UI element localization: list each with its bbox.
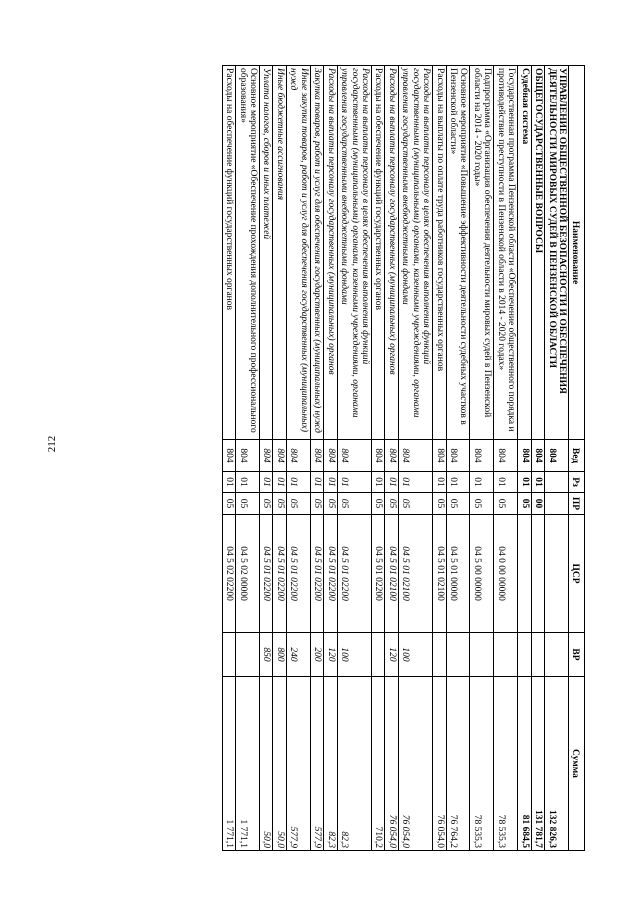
cell-rz: 01 xyxy=(518,472,531,493)
cell-rz: 01 xyxy=(433,472,446,493)
cell-ved: 804 xyxy=(385,440,398,472)
cell-sum: 76 054,0 xyxy=(385,677,398,851)
cell-name: Основное мероприятие «Обеспечение прохождения дополнительного профессионального образования» xyxy=(236,66,260,440)
cell-vr: 120 xyxy=(324,633,337,677)
cell-ved: 804 xyxy=(446,440,470,472)
header-ved: Вед xyxy=(569,440,585,472)
cell-vr xyxy=(494,633,518,677)
cell-sum: 78 535,3 xyxy=(494,677,518,851)
cell-sum: 76 764,2 xyxy=(446,677,470,851)
cell-vr xyxy=(236,633,260,677)
cell-ved: 804 xyxy=(398,440,432,472)
cell-sum: 1 771,1 xyxy=(236,677,260,851)
table-header-row xyxy=(569,66,585,851)
cell-rz: 01 xyxy=(372,472,385,493)
budget-table xyxy=(222,65,585,851)
cell-csr: 04 5 01 02200 xyxy=(337,515,371,633)
cell-sum: 82,3 xyxy=(324,677,337,851)
cell-pr: 05 xyxy=(286,493,310,515)
header-rz: Рз xyxy=(569,472,585,493)
cell-vr xyxy=(531,633,544,677)
cell-vr: 800 xyxy=(273,633,286,677)
cell-sum: 577,9 xyxy=(310,677,323,851)
cell-pr: 05 xyxy=(310,493,323,515)
cell-rz: 01 xyxy=(222,472,235,493)
cell-rz: 01 xyxy=(273,472,286,493)
cell-vr xyxy=(446,633,470,677)
cell-vr xyxy=(518,633,531,677)
cell-csr: 04 0 00 00000 xyxy=(494,515,518,633)
cell-rz: 01 xyxy=(286,472,310,493)
cell-csr: 04 5 01 02200 xyxy=(260,515,273,633)
cell-pr xyxy=(545,493,569,515)
cell-ved: 804 xyxy=(531,440,544,472)
cell-pr: 05 xyxy=(470,493,494,515)
cell-vr: 100 xyxy=(337,633,371,677)
cell-sum: 76 054,0 xyxy=(398,677,432,851)
cell-pr: 05 xyxy=(260,493,273,515)
cell-pr: 05 xyxy=(398,493,432,515)
cell-name: Основное мероприятие «Повышение эффективности деятельности судебных участков в Пензенской области» xyxy=(446,66,470,440)
cell-ved: 804 xyxy=(337,440,371,472)
cell-rz xyxy=(545,472,569,493)
cell-sum: 76 054,0 xyxy=(433,677,446,851)
header-vr: ВР xyxy=(569,633,585,677)
cell-ved: 804 xyxy=(470,440,494,472)
cell-sum: 132 826,3 xyxy=(545,677,569,851)
table-row xyxy=(494,66,518,851)
table-row xyxy=(518,66,531,851)
table-row xyxy=(470,66,494,851)
table-row xyxy=(433,66,446,851)
cell-sum: 577,9 xyxy=(286,677,310,851)
cell-pr: 05 xyxy=(273,493,286,515)
cell-pr: 05 xyxy=(494,493,518,515)
cell-rz: 01 xyxy=(531,472,544,493)
cell-csr xyxy=(531,515,544,633)
cell-vr: 200 xyxy=(310,633,323,677)
cell-vr: 100 xyxy=(398,633,432,677)
cell-rz: 01 xyxy=(446,472,470,493)
cell-csr: 04 5 01 02200 xyxy=(372,515,385,633)
cell-rz: 01 xyxy=(385,472,398,493)
cell-name: Расходы на выплаты персоналу в целях обеспечения выполнения функций государственными (муниципальными) органами, казенными учреждениями, органами управления государственными внебюджетными фондами xyxy=(337,66,371,440)
cell-name: Расходы на выплаты персоналу государственных (муниципальных) органов xyxy=(324,66,337,440)
table-row xyxy=(398,66,432,851)
table-row xyxy=(222,66,235,851)
cell-csr: 04 5 01 02200 xyxy=(324,515,337,633)
cell-pr: 05 xyxy=(236,493,260,515)
table-row xyxy=(337,66,371,851)
cell-ved: 804 xyxy=(260,440,273,472)
header-csr: ЦСР xyxy=(569,515,585,633)
cell-name: Государственная программа Пензенской области «Обеспечение общественного порядка и противодействие преступности в Пензенской области в 2014 - 2020 годах» xyxy=(494,66,518,440)
cell-vr xyxy=(470,633,494,677)
cell-name: Расходы на обеспечение функций государственных органов xyxy=(222,66,235,440)
cell-csr: 04 5 01 00000 xyxy=(446,515,470,633)
cell-pr: 05 xyxy=(518,493,531,515)
cell-sum: 1 771,1 xyxy=(222,677,235,851)
header-name: Наименование xyxy=(569,66,585,440)
cell-csr: 04 5 02 00000 xyxy=(236,515,260,633)
table-row xyxy=(273,66,286,851)
cell-ved: 804 xyxy=(494,440,518,472)
table-row xyxy=(286,66,310,851)
cell-pr: 05 xyxy=(324,493,337,515)
cell-vr xyxy=(545,633,569,677)
cell-rz: 01 xyxy=(260,472,273,493)
table-row xyxy=(236,66,260,851)
rotated-page-content xyxy=(88,65,585,850)
cell-name: Закупка товаров, работ и услуг для обеспечения государственных (муниципальных) нужд xyxy=(310,66,323,440)
cell-pr: 05 xyxy=(385,493,398,515)
table-row xyxy=(310,66,323,851)
cell-vr xyxy=(222,633,235,677)
cell-rz: 01 xyxy=(310,472,323,493)
table-row xyxy=(446,66,470,851)
cell-ved: 804 xyxy=(518,440,531,472)
cell-name: Уплата налогов, сборов и иных платежей xyxy=(260,66,273,440)
table-row xyxy=(545,66,569,851)
cell-sum: 710,2 xyxy=(372,677,385,851)
cell-name: ОБЩЕГОСУДАРСТВЕННЫЕ ВОПРОСЫ xyxy=(531,66,544,440)
cell-csr: 04 5 01 02200 xyxy=(273,515,286,633)
cell-vr: 850 xyxy=(260,633,273,677)
cell-vr: 240 xyxy=(286,633,310,677)
cell-sum: 82,3 xyxy=(337,677,371,851)
cell-rz: 01 xyxy=(470,472,494,493)
cell-ved: 804 xyxy=(433,440,446,472)
cell-csr: 04 5 01 02200 xyxy=(310,515,323,633)
cell-ved: 804 xyxy=(236,440,260,472)
cell-vr xyxy=(372,633,385,677)
cell-csr: 04 5 01 02100 xyxy=(433,515,446,633)
cell-sum: 81 684,5 xyxy=(518,677,531,851)
cell-pr: 05 xyxy=(337,493,371,515)
cell-csr: 04 5 00 00000 xyxy=(470,515,494,633)
table-row xyxy=(372,66,385,851)
cell-name: УПРАВЛЕНИЕ ОБЩЕСТВЕННОЙ БЕЗОПАСНОСТИ И ОБЕСПЕЧЕНИЯ ДЕЯТЕЛЬНОСТИ МИРОВЫХ СУДЕЙ В ПЕНЗЕНСКОЙ ОБЛАСТИ xyxy=(545,66,569,440)
cell-ved: 804 xyxy=(324,440,337,472)
cell-csr: 04 5 02 02200 xyxy=(222,515,235,633)
cell-csr: 04 5 01 02100 xyxy=(385,515,398,633)
table-body xyxy=(222,66,568,851)
cell-ved: 804 xyxy=(372,440,385,472)
cell-ved: 804 xyxy=(545,440,569,472)
cell-pr: 05 xyxy=(372,493,385,515)
cell-name: Расходы на выплаты персоналу государственных (муниципальных) органов xyxy=(385,66,398,440)
cell-sum: 50,0 xyxy=(260,677,273,851)
cell-csr: 04 5 01 02100 xyxy=(398,515,432,633)
cell-sum: 131 781,7 xyxy=(531,677,544,851)
cell-vr xyxy=(433,633,446,677)
cell-ved: 804 xyxy=(273,440,286,472)
header-pr: ПР xyxy=(569,493,585,515)
page-number: 212 xyxy=(46,435,58,453)
cell-csr xyxy=(518,515,531,633)
cell-name: Расходы на выплаты персоналу в целях обеспечения выполнения функций государственными (муниципальными) органами, казенными учреждениями, органами управления государственными внебюджетными фондами xyxy=(398,66,432,440)
table-row xyxy=(260,66,273,851)
cell-ved: 804 xyxy=(310,440,323,472)
cell-csr xyxy=(545,515,569,633)
cell-sum: 78 535,3 xyxy=(470,677,494,851)
cell-ved: 804 xyxy=(222,440,235,472)
header-sum: Сумма xyxy=(569,677,585,851)
cell-pr: 05 xyxy=(433,493,446,515)
cell-name: Иные бюджетные ассигнования xyxy=(273,66,286,440)
cell-sum: 50,0 xyxy=(273,677,286,851)
cell-rz: 01 xyxy=(398,472,432,493)
cell-name: Иные закупки товаров, работ и услуг для обеспечения государственных (муниципальных) нужд xyxy=(286,66,310,440)
cell-csr: 04 5 01 02200 xyxy=(286,515,310,633)
cell-rz: 01 xyxy=(494,472,518,493)
cell-ved: 804 xyxy=(286,440,310,472)
table-row xyxy=(531,66,544,851)
cell-rz: 01 xyxy=(324,472,337,493)
cell-pr: 05 xyxy=(222,493,235,515)
cell-pr: 00 xyxy=(531,493,544,515)
table-row xyxy=(324,66,337,851)
cell-name: Расходы на выплаты по оплате труда работников государственных органов xyxy=(433,66,446,440)
cell-pr: 05 xyxy=(446,493,470,515)
cell-name: Подпрограмма «Организация обеспечения деятельности мировых судей в Пензенской области на 2014 - 2020 годы» xyxy=(470,66,494,440)
table-row xyxy=(385,66,398,851)
cell-name: Расходы на обеспечение функций государственных органов xyxy=(372,66,385,440)
cell-rz: 01 xyxy=(236,472,260,493)
cell-name: Судебная система xyxy=(518,66,531,440)
cell-vr: 120 xyxy=(385,633,398,677)
cell-rz: 01 xyxy=(337,472,371,493)
